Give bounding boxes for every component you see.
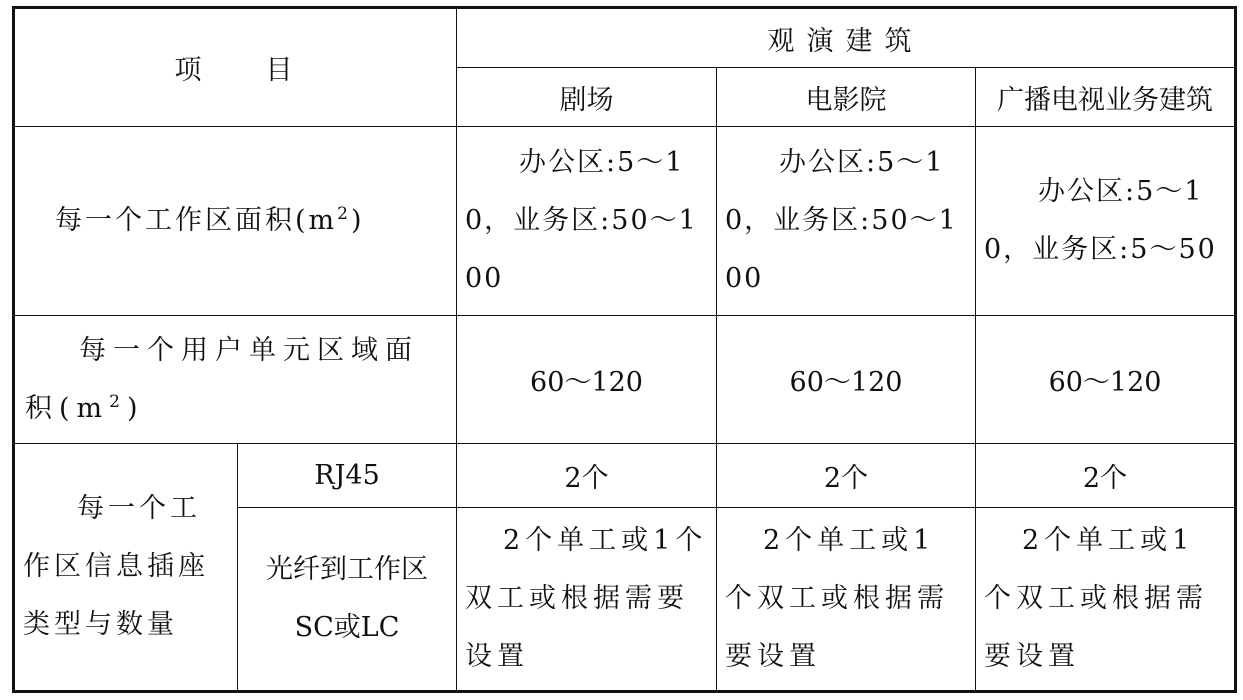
sub-label-fiber-line1: 光纤到工作区 bbox=[266, 554, 428, 585]
value-text: 办公区:5～10，业务区:5～50 bbox=[984, 176, 1217, 265]
header-col-theater bbox=[457, 68, 717, 127]
value-user-unit-broadcast bbox=[976, 316, 1236, 444]
value-fiber-broadcast bbox=[976, 508, 1236, 692]
row-user-unit-area bbox=[14, 316, 1236, 444]
label-text: 每一个工作区面积(m bbox=[55, 205, 338, 236]
value-text: 2个单工或1个双工或根据需要设置 bbox=[984, 525, 1208, 672]
row-rj45 bbox=[14, 444, 1236, 508]
value-rj45-cinema bbox=[717, 444, 976, 508]
value-user-unit-theater bbox=[457, 316, 717, 444]
value-text: 2个单工或1个双工或根据需要设置 bbox=[725, 525, 949, 672]
value-text: 60～120 bbox=[1048, 367, 1162, 398]
label-text: 每一个工作区信息插座类型与数量 bbox=[23, 493, 209, 640]
sub-label-fiber-cell bbox=[238, 508, 457, 692]
row-label-outlets bbox=[14, 444, 238, 692]
sub-label-fiber-line2: SC或LC bbox=[294, 612, 400, 643]
header-col-label: 广播电视业务建筑 bbox=[997, 84, 1214, 116]
header-group-cell bbox=[457, 8, 1236, 68]
value-rj45-broadcast bbox=[976, 444, 1236, 508]
label-superscript: 2 bbox=[109, 391, 127, 412]
value-text: 2个单工或1个双工或根据需要设置 bbox=[465, 525, 708, 672]
value-text: 办公区:5～10，业务区:50～100 bbox=[725, 147, 958, 294]
header-col-label: 电影院 bbox=[805, 84, 887, 116]
label-text-end: ) bbox=[350, 205, 365, 236]
value-user-unit-cinema bbox=[717, 316, 976, 444]
value-work-area-theater bbox=[457, 127, 717, 316]
sub-label-rj45-cell bbox=[238, 444, 457, 508]
value-text: 2个 bbox=[1082, 463, 1128, 494]
value-text: 2个 bbox=[823, 463, 869, 494]
value-rj45-theater bbox=[457, 444, 717, 508]
value-text: 2个 bbox=[564, 463, 609, 494]
header-item-cell bbox=[14, 8, 457, 127]
value-work-area-broadcast bbox=[976, 127, 1236, 316]
value-text: 办公区:5～10，业务区:50～100 bbox=[465, 147, 698, 294]
label-text-end: ) bbox=[126, 392, 145, 424]
sub-label-rj45: RJ45 bbox=[314, 460, 380, 491]
value-text: 60～120 bbox=[789, 367, 903, 398]
label-superscript: 2 bbox=[337, 204, 351, 224]
value-work-area-cinema bbox=[717, 127, 976, 316]
header-col-label: 剧场 bbox=[559, 84, 614, 116]
header-col-broadcast bbox=[976, 68, 1236, 127]
label-text: 每一个用户单元区域面积(m bbox=[25, 334, 419, 424]
row-label-work-area bbox=[14, 127, 457, 316]
value-text: 60～120 bbox=[530, 367, 643, 398]
header-group-label: 观演建筑 bbox=[767, 25, 924, 57]
header-item-label: 项目 bbox=[174, 55, 357, 86]
header-col-cinema bbox=[717, 68, 976, 127]
header-row-group bbox=[14, 8, 1236, 68]
workspace-spec-table bbox=[12, 6, 1237, 693]
row-label-user-unit-area bbox=[14, 316, 457, 444]
value-fiber-cinema bbox=[717, 508, 976, 692]
value-fiber-theater bbox=[457, 508, 717, 692]
row-work-area bbox=[14, 127, 1236, 316]
